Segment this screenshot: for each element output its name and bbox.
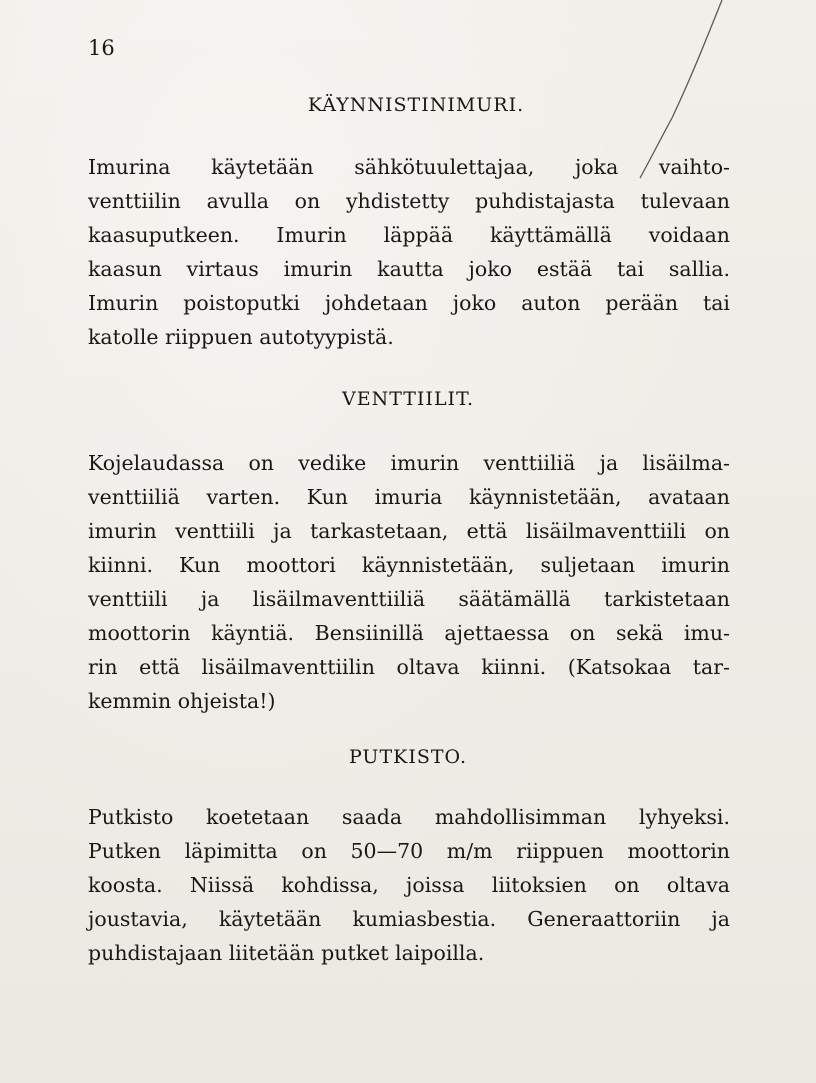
text-line: Putken läpimitta on 50—70 m/m riippuen moottorin [88, 839, 730, 863]
section-heading-kaynnistinimuri: KÄYNNISTINIMURI. [307, 94, 525, 116]
section-heading-venttiilit: VENTTIILIT. [342, 388, 474, 410]
text-line: venttiili ja lisäilmaventtiiliä säätämällä tarkistetaan [88, 587, 730, 611]
text-line: Imurina käytetään sähkötuulettajaa, joka vaihto- [88, 155, 730, 179]
text-line: venttiiliä varten. Kun imuria käynnistetään, avataan [88, 485, 730, 509]
text-line: Kojelaudassa on vedike imurin venttiiliä ja lisäilma- [88, 451, 730, 475]
text-line: kemmin ohjeista!) [88, 689, 276, 713]
text-line: kiinni. Kun moottori käynnistetään, suljetaan imurin [88, 553, 730, 577]
section-heading-putkisto: PUTKISTO. [348, 746, 468, 768]
text-line: puhdistajaan liitetään putket laipoilla. [88, 941, 485, 965]
text-line: rin että lisäilmaventtiilin oltava kiinni. (Katsokaa tar- [88, 655, 730, 679]
section-paragraph-kaynnistinimuri [88, 150, 730, 354]
text-line: moottorin käyntiä. Bensiinillä ajettaessa on sekä imu- [88, 621, 730, 645]
section-paragraph-venttiilit [88, 446, 730, 718]
text-line: kaasun virtaus imurin kautta joko estää tai sallia. [88, 257, 730, 281]
text-line: imurin venttiili ja tarkastetaan, että lisäilmaventtiili on [88, 519, 730, 543]
text-line: Putkisto koetetaan saada mahdollisimman lyhyeksi. [88, 805, 730, 829]
text-line: joustavia, käytetään kumiasbestia. Generaattoriin ja [88, 907, 730, 931]
text-line: koosta. Niissä kohdissa, joissa liitoksien on oltava [88, 873, 730, 897]
text-line: kaasuputkeen. Imurin läppää käyttämällä voidaan [88, 223, 730, 247]
page-number: 16 [88, 36, 115, 60]
text-line: venttiilin avulla on yhdistetty puhdistajasta tulevaan [88, 189, 730, 213]
text-line: Imurin poistoputki johdetaan joko auton perään tai [88, 291, 730, 315]
section-paragraph-putkisto [88, 800, 730, 970]
text-line: katolle riippuen autotyypistä. [88, 325, 394, 349]
